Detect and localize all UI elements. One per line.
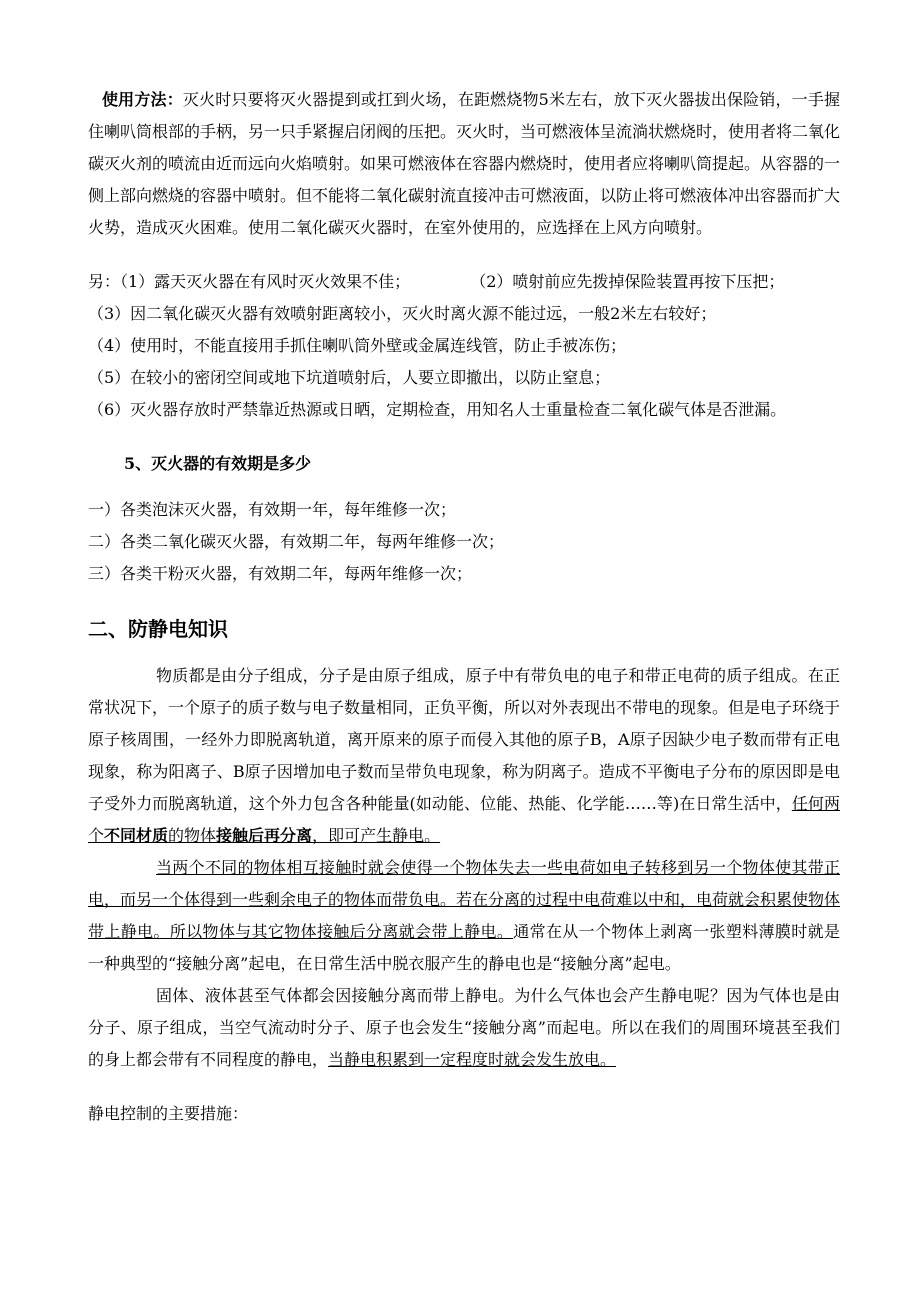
- p1-bold-1: 不同材质: [104, 826, 169, 845]
- p1-bold-2: 接触后再分离: [216, 826, 313, 845]
- p1-underline-1: 任何两个: [88, 794, 840, 845]
- note-1: 另：（1）露天灭火器在有风时灭火效果不佳；: [88, 272, 411, 291]
- note-2: （2）喷射前应先拨掉保险装置再按下压把；: [470, 272, 785, 291]
- document-page: [88, 84, 840, 1130]
- validity-list: [88, 494, 840, 590]
- section-title: 二、防静电知识: [88, 617, 228, 641]
- p3-underline: 当静电积累到一定程度时就会发生放电。: [328, 1050, 617, 1069]
- note-line-1: [88, 266, 840, 298]
- static-paragraph-2: [88, 852, 840, 980]
- p1-underline-2: 的物体: [168, 826, 217, 845]
- validity-item: 二）各类二氧化碳灭火器，有效期二年，每两年维修一次；: [88, 532, 505, 551]
- validity-item: 一）各类泡沫灭火器，有效期一年，每年维修一次；: [88, 500, 457, 519]
- note-item: （6）灭火器存放时严禁靠近热源或日晒，定期检查，用知名人士重量检查二氧化碳气体是否泄漏。: [88, 400, 787, 419]
- notes-list: [88, 266, 840, 426]
- usage-text: 灭火时只要将灭火器提到或扛到火场，在距燃烧物5米左右，放下灭火器拔出保险销，一手握住喇叭筒根部的手柄，另一只手紧握启闭阀的压把。灭火时，当可燃液体呈流淌状燃烧时，使用者将二氧化碳灭火剂的喷流由近而远向火焰喷射。如果可燃液体在容器内燃烧时，使用者应将喇叭筒提起。从容器的一侧上部向燃烧的容器中喷射。但不能将二氧化碳射流直接冲击可燃液面，以防止将可燃液体冲出容器而扩大火势，造成灭火困难。使用二氧化碳灭火器时，在室外使用的，应选择在上风方向喷射。: [88, 90, 841, 237]
- note-item: （3）因二氧化碳灭火器有效喷射距离较小，灭火时离火源不能过远，一般2米左右较好；: [88, 304, 717, 323]
- usage-paragraph: [88, 84, 840, 244]
- measures-label: 静电控制的主要措施：: [88, 1104, 249, 1123]
- usage-label: 使用方法：: [102, 90, 183, 109]
- note-item: （4）使用时，不能直接用手抓住喇叭筒外壁或金属连线管，防止手被冻伤；: [88, 336, 627, 355]
- note-item: （5）在较小的密闭空间或地下坑道喷射后，人要立即撤出，以防止窒息；: [88, 368, 611, 387]
- static-paragraph-3: [88, 980, 840, 1076]
- p3-text: 固体、液体甚至气体都会因接触分离而带上静电。为什么气体也会产生静电呢？因为气体也是由分子、原子组成，当空气流动时分子、原子也会发生“接触分离”而起电。所以在我们的周围环境甚至我们的身上都会带有不同程度的静电，: [88, 986, 840, 1069]
- p2-underline: 当两个不同的物体相互接触时就会使得一个物体失去一些电荷如电子转移到另一个物体使其带正电，而另一个体得到一些剩余电子的物体而带负电。若在分离的过程中电荷难以中和，电荷就会积累使物体带上静电。所以物体与其它物体接触后分离就会带上静电。: [88, 858, 841, 941]
- static-paragraph-1: [88, 660, 840, 852]
- p1-underline-3: ，即可产生静电。: [312, 826, 441, 845]
- p2-text: 通常在从一个物体上剥离一张塑料薄膜时就是一种典型的“接触分离”起电，在日常生活中脱衣服产生的静电也是“接触分离”起电。: [88, 922, 840, 973]
- p1-text: 物质都是由分子组成，分子是由原子组成，原子中有带负电的电子和带正电荷的质子组成。在正常状况下，一个原子的质子数与电子数量相同，正负平衡，所以对外表现出不带电的现象。但是电子环绕于原子核周围，一经外力即脱离轨道，离开原来的原子而侵入其他的原子B，A原子因缺少电子数而带有正电现象，称为阳离子、B原子因增加电子数而呈带负电现象，称为阴离子。造成不平衡电子分布的原因即是电子受外力而脱离轨道，这个外力包含各种能量(如动能、位能、热能、化学能……等)在日常生活中，: [88, 666, 841, 813]
- validity-heading: 5、灭火器的有效期是多少: [124, 454, 312, 473]
- validity-item: 三）各类干粉灭火器，有效期二年，每两年维修一次；: [88, 564, 473, 583]
